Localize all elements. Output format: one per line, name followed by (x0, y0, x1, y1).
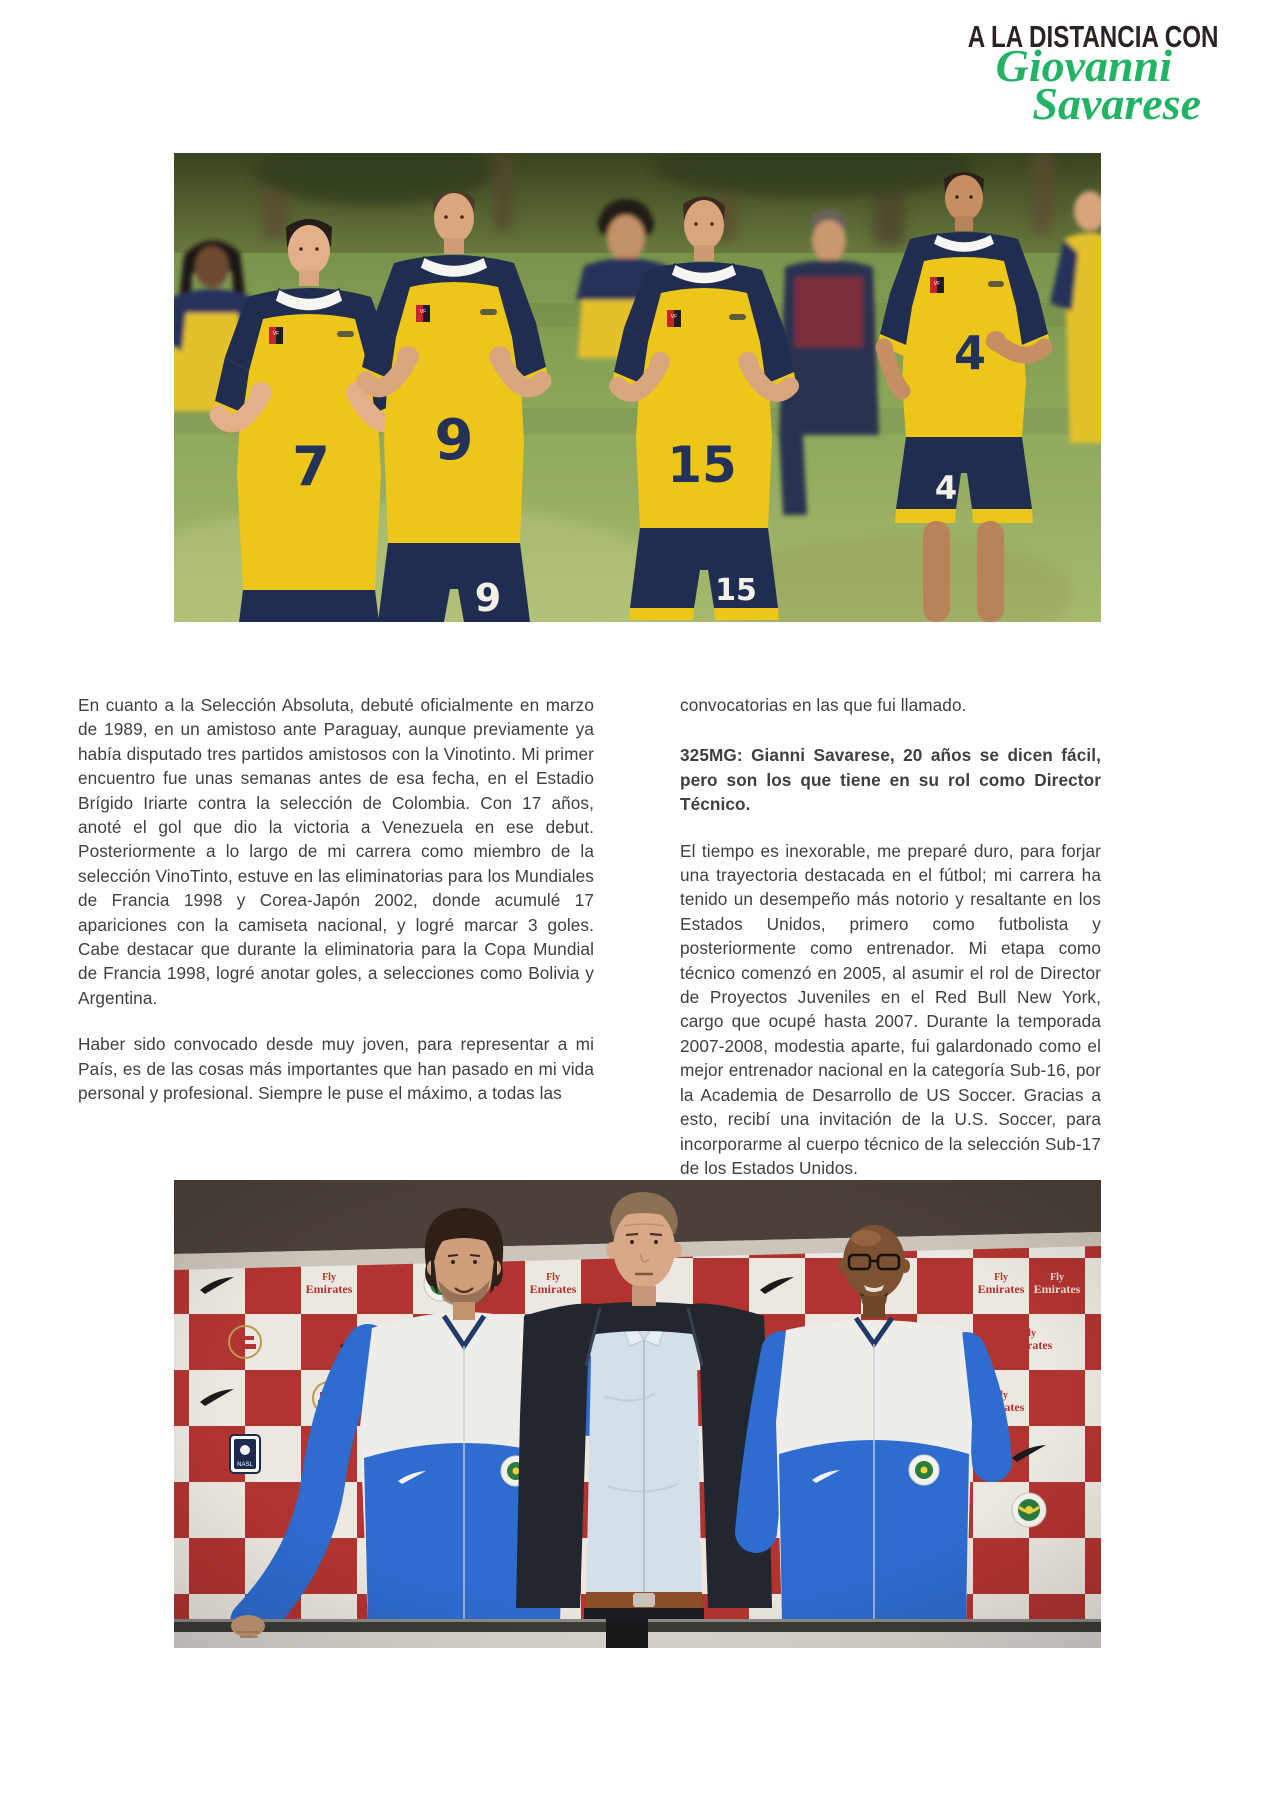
jersey-number-15: 15 (667, 436, 737, 494)
shorts-number-15: 15 (715, 573, 757, 608)
press-conference-illustration (174, 1180, 1101, 1648)
training-photo-illustration (174, 153, 1101, 622)
paragraph-convocado: Haber sido convocado desde muy joven, para representar a mi País, es de las cosas más importantes que han pasado en mi vida personal y profesional. Siempre le puse el máximo, a todas las (78, 1034, 594, 1104)
svg-text:VF: VF (272, 331, 280, 337)
svg-text:VF: VF (933, 281, 941, 287)
paragraph-continuation: convocatorias en las que fui llamado. (680, 695, 967, 715)
player-15-crest (667, 310, 681, 327)
svg-text:VF: VF (670, 314, 678, 320)
shorts-number-4: 4 (934, 469, 958, 507)
article-body (78, 693, 1101, 1202)
player-9-crest (416, 305, 430, 322)
article-column-right (680, 693, 1101, 1202)
paragraph-debut: En cuanto a la Selección Absoluta, debuté oficialmente en marzo de 1989, en un amistoso ante Paraguay, aunque previamente ya había disputado tres partidos amistosos con la Vinotinto. Mi primer encuentro fue unas semanas antes de esa fecha, en el Estadio Brígido Iriarte contra la selección de Colombia. Con 17 años, anoté el gol que dio la victoria a Venezuela en ese debut. Posteriormente a lo largo de mi carrera como miembro de la selección VinoTinto, estuve en las eliminatorias para los Mundiales de Francia 1998 y Corea-Japón 2002, donde acumulé 17 apariciones con la camiseta nacional, y logré marcar 3 goles. Cabe destacar que durante la eliminatoria para la Copa Mundial de Francia 1998, logré anotar goles, a selecciones como Bolivia y Argentina. (78, 695, 594, 1008)
photo-press-conference (174, 1180, 1101, 1648)
masthead-kicker: A LA DISTANCIA CON (967, 19, 1218, 54)
masthead-name-line1: Giovanni (995, 40, 1172, 91)
jersey-number-7: 7 (292, 435, 330, 498)
jersey-number-9: 9 (434, 408, 474, 473)
photo-vignette (174, 1180, 1101, 1648)
interview-question: 325MG: Gianni Savarese, 20 años se dicen fácil, pero son los que tiene en su rol como Director Técnico. (680, 745, 1101, 815)
svg-text:VF: VF (419, 309, 427, 315)
paragraph-answer: El tiempo es inexorable, me preparé duro, para forjar una trayectoria destacada en el fútbol; mi carrera ha tenido un desempeño más notorio y resaltante en los Estados Unidos, primero como futbolista y posteriormente como entrenador. Mi etapa como técnico comenzó en 2005, al asumir el rol de Director de Proyectos Juveniles en el Red Bull New York, cargo que ocupé hasta 2007. Durante la temporada 2007-2008, modestia aparte, fui galardonado como el mejor entrenador nacional en la categoría Sub-16, por la Academia de Desarrollo de US Soccer. Gracias a esto, recibí una invitación de la U.S. Soccer, para incorporarme al cuerpo técnico de la selección Sub-17 de los Estados Unidos. (680, 840, 1101, 1178)
player-7-crest (269, 327, 283, 344)
masthead-name-line2: Savarese (1032, 78, 1201, 129)
photo-training (174, 153, 1101, 622)
jersey-number-4: 4 (953, 326, 987, 380)
article-column-left (78, 693, 594, 1202)
player-4-crest (930, 277, 944, 293)
shorts-number-9: 9 (474, 576, 502, 620)
